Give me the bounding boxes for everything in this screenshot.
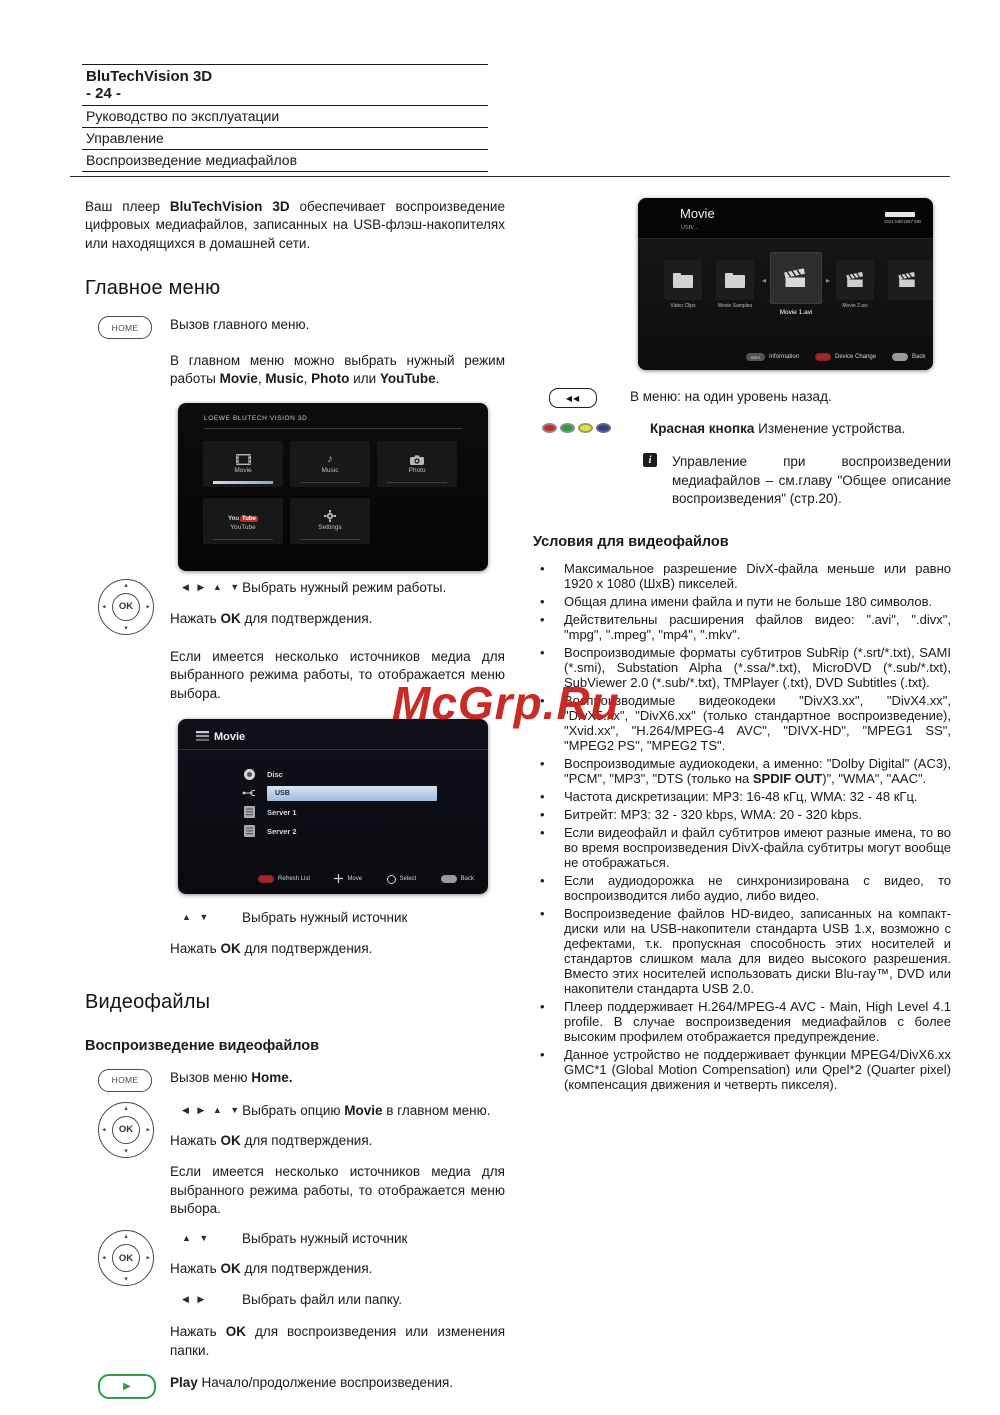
red-key-icon [815, 353, 831, 361]
tv-browser-path: USB/... [681, 225, 699, 231]
press-ok-text: Нажать OK для подтверждения. [170, 611, 373, 627]
red-button-icon [542, 423, 557, 433]
conditions-list [533, 561, 951, 1092]
condition-item: • Воспроизводимые форматы субтитров SubRip (*.srt/*.txt), SAMI (*.smi), Substation Alpha (*.ssa/*.txt), MicroDVD (*.sub/*.txt), SubViewer 2.0 (*.sub/*.txt), TMPlayer (.txt), DVD Subtitles (.txt). [533, 645, 951, 690]
clapperboard-icon [888, 260, 926, 300]
intro-paragraph: Ваш плеер BluTechVision 3D обеспечивает воспроизведение цифровых медиафайлов, записанных на USB-флэш-накопителях или находящихся в домашней сети. [85, 199, 505, 251]
back-level-text: В меню: на один уровень назад. [630, 389, 832, 404]
folder-icon [716, 260, 754, 300]
condition-item: • Битрейт: MP3: 32 - 320 kbps, WMA: 20 - 320 kbps. [533, 807, 951, 822]
source-item-usb-selected [242, 784, 470, 803]
red-button-text: Красная кнопка Изменение устройства. [650, 421, 906, 436]
conditions-title: Условия для видеофайлов [533, 534, 729, 551]
tv-menu-title: LOEWE BLUTECH VISION 3D [204, 414, 308, 422]
press-ok-text: Нажать OK для подтверждения. [170, 1132, 373, 1148]
list-icon [196, 728, 209, 746]
breadcrumb-media-playback: Воспроизведение медиафайлов [86, 152, 298, 168]
rewind-button-icon: ◀◀ [549, 388, 597, 408]
scroll-left-icon: ◂ [762, 276, 767, 285]
tile-selected-underline [213, 481, 273, 484]
yellow-button-icon [578, 423, 593, 433]
menu-tile-photo [377, 441, 457, 487]
tv-browser-title: Movie [680, 206, 715, 221]
select-movie-text: Выбрать опцию Movie в главном меню. [242, 1102, 491, 1118]
back-key-icon [441, 875, 457, 883]
screenshot-main-menu [178, 403, 488, 571]
condition-item: • Плеер поддерживает H.264/MPEG-4 AVC - Main, High Level 4.1 profile. В случае воспроизведения медиафайлов с более высоким профилем отображается предупреждение. [533, 999, 951, 1044]
sources-paragraph: Если имеется несколько источников медиа для выбранного режима работы, то отображается меню выбора. [170, 648, 505, 701]
ok-dpad-icon: ▴ ▾ ◂ ▸ OK [98, 1230, 154, 1286]
ok-dpad-icon: ▴ ▾ ◂ ▸ OK [98, 1102, 154, 1158]
play-row [85, 1374, 505, 1399]
storage-bar [885, 212, 915, 217]
menu-tile-movie [203, 441, 283, 487]
menu-tile-settings [290, 498, 370, 544]
ok-instruction-row [85, 579, 505, 635]
back-instruction-row [533, 388, 951, 408]
storage-text: 1921 MB/1987 MB [883, 219, 921, 224]
play-text: Play Начало/продолжение воспроизведения. [170, 1375, 454, 1391]
ok-key-icon [387, 875, 396, 884]
source-item-server2: Server 2 [242, 822, 470, 841]
tv-footer-bar: Refresh List Move Select Back [258, 874, 474, 885]
press-ok-text: Нажать OK для подтверждения. [170, 941, 373, 957]
condition-item: • Воспроизведение файлов HD-видео, записанных на компакт-диски или на USB-накопители стандарта USB 1.x, возможно с дефектами, т.к. пропускная способность этих носителей и стандартов слишком мала для видео высокого разрешения. Вместо этих носителей использовать диски Blu-ray™, DVD или накопители стандарта USB 2.0. [533, 906, 951, 996]
modes-paragraph: В главном меню можно выбрать нужный режим работы Movie, Music, Photo или YouTube. [170, 353, 505, 387]
home-button-icon: HOME [98, 1069, 152, 1092]
breadcrumb-control: Управление [86, 130, 164, 146]
menu-tile-music [290, 441, 370, 487]
select-file-text: Выбрать файл или папку. [242, 1292, 402, 1308]
press-ok-play-text: Нажать OK для воспроизведения или изменения папки. [170, 1324, 506, 1358]
select-mode-text: Выбрать нужный режим работы. [242, 579, 447, 595]
menu-tile-youtube [203, 498, 283, 544]
browser-item-folder: Movie Samples [716, 260, 754, 309]
server-icon [242, 806, 257, 818]
right-column [533, 198, 951, 1095]
updown-arrows-icon: ▲ ▼ [182, 911, 212, 922]
tile-label: Movie [234, 466, 252, 474]
color-keys-row [533, 420, 951, 438]
condition-item: • Если аудиодорожка не синхронизирована с видео, то воспроизводится либо аудио, либо видео. [533, 873, 951, 903]
header-rule [82, 171, 488, 172]
film-icon [203, 441, 283, 465]
page-number: - 24 - [86, 85, 122, 102]
ok-instruction-row [85, 1102, 505, 1219]
play-button-icon: ▶ [98, 1374, 156, 1399]
condition-item: • Действительны расширения файлов видео: ".avi", ".divx", "mpg", ".mpeg", "mp4", ".mkv". [533, 612, 951, 642]
info-note-text: Управление при воспроизведении медиафайлов – см.главу "Общее описание воспроизведения" (стр.20). [672, 454, 951, 507]
browser-item-movie: Movie 2.avi [836, 260, 874, 309]
updown-arrows-icon: ▲ ▼ [182, 1233, 212, 1244]
section-main-menu: Главное меню [85, 277, 221, 300]
home-button-icon: HOME [98, 316, 152, 339]
browser-item-partial [926, 260, 933, 300]
info-icon: i [643, 453, 657, 467]
select-source-text: Выбрать нужный источник [242, 909, 408, 925]
usb-icon [242, 788, 257, 798]
camera-icon [377, 441, 457, 465]
condition-item: • Частота дискретизации: MP3: 16-48 кГц, WMA: 32 - 48 кГц. [533, 789, 951, 804]
screenshot-movie-browser [638, 198, 933, 370]
condition-item: • Воспроизводимые видеокодеки "DivX3.xx", "DivX4.xx", "DivX5.xx", "DivX6.xx" (только стандартное воспроизведение), "Xvid.xx", "H.264/MPEG-4 AVC", "DIVX-HD", "MPEG1 SS", "MPEG2 PS", "MPEG2 TS". [533, 693, 951, 753]
direction-arrows-icon: ◀ ▶ ▲ ▼ [182, 581, 243, 592]
tile-label: Settings [318, 523, 342, 531]
condition-item: • Если видеофайл и файл субтитров имеют разные имена, то во во время воспроизведения DivX-файла субтитры могут вообще не отображаться. [533, 825, 951, 870]
scroll-right-icon: ▸ [826, 276, 831, 285]
home-call-text: Вызов главного меню. [170, 317, 310, 333]
ok-dpad-icon: ▴ ▾ ◂ ▸ OK [98, 579, 154, 635]
clapperboard-icon [926, 260, 933, 300]
home-menu-text: Вызов меню Home. [170, 1069, 293, 1085]
disc-icon [244, 769, 255, 780]
source-item-disc: Disc [242, 765, 470, 784]
tile-label: YouTube [230, 523, 256, 531]
tv-footer-bar: INFO Information Device Change Back [746, 353, 925, 361]
page-header [82, 64, 488, 172]
clapperboard-icon [770, 252, 822, 304]
clapperboard-icon [836, 260, 874, 300]
subsection-video-playback: Воспроизведение видеофайлов [85, 1037, 320, 1054]
browser-item-movie [888, 260, 926, 303]
screenshot-source-list [178, 719, 488, 894]
green-button-icon [560, 423, 575, 433]
tile-label: Music [321, 466, 339, 474]
leftright-arrows-icon: ◀ ▶ [182, 1294, 208, 1305]
browser-item-folder: Video Clips [664, 260, 702, 309]
product-title: BluTechVision 3D [86, 68, 213, 85]
gear-icon [290, 498, 370, 522]
select-source-text: Выбрать нужный источник [242, 1231, 408, 1247]
info-note-row [643, 453, 951, 508]
back-key-icon [892, 353, 908, 361]
selected-row-highlight: USB [267, 786, 437, 801]
condition-item: • Максимальное разрешение DivX-файла меньше или равно 1920 х 1080 (ШхВ) пикселей. [533, 561, 951, 591]
breadcrumb-manual: Руководство по эксплуатации [86, 108, 280, 124]
sources-paragraph: Если имеется несколько источников медиа для выбранного режима работы, то отображается меню выбора. [170, 1164, 505, 1217]
browser-item-selected: Movie 1.avi [770, 252, 822, 316]
condition-item: • Данное устройство не поддерживает функции MPEG4/DivX6.xx GMC*1 (Global Motion Compensation) или Qpel*2 (Quarter pixel) (компенсация движения и четверть пикселя). [533, 1047, 951, 1092]
music-note-icon: ♪ [327, 452, 333, 465]
watermark: McGrp.Ru [392, 677, 620, 729]
press-ok-text: Нажать OK для подтверждения. [170, 1260, 373, 1276]
red-key-icon [258, 875, 274, 883]
youtube-logo-icon: You Tube [228, 515, 256, 522]
tv-sources-title: Movie [214, 730, 246, 743]
home-row [85, 316, 505, 339]
home-row [85, 1069, 505, 1092]
blue-button-icon [596, 423, 611, 433]
left-column [85, 198, 505, 1399]
server-icon [242, 825, 257, 837]
color-buttons-icon [533, 420, 650, 433]
condition-item: • Воспроизводимые аудиокодеки, а именно: "Dolby Digital" (AC3), "PCM", "MP3", "DTS (только на SPDIF OUT)", "WMA", "AAC". [533, 756, 951, 786]
folder-icon [664, 260, 702, 300]
source-item-server1: Server 1 [242, 803, 470, 822]
dpad-cross-icon [334, 874, 343, 885]
condition-item: • Общая длина имени файла и пути не больше 180 символов. [533, 594, 951, 609]
ok-instruction-row [85, 1230, 505, 1360]
tile-label: Photo [408, 466, 426, 474]
info-key-icon: INFO [746, 353, 765, 361]
page-divider [70, 176, 950, 177]
section-video-files: Видеофайлы [85, 990, 211, 1013]
direction-arrows-icon: ◀ ▶ ▲ ▼ [182, 1104, 243, 1115]
